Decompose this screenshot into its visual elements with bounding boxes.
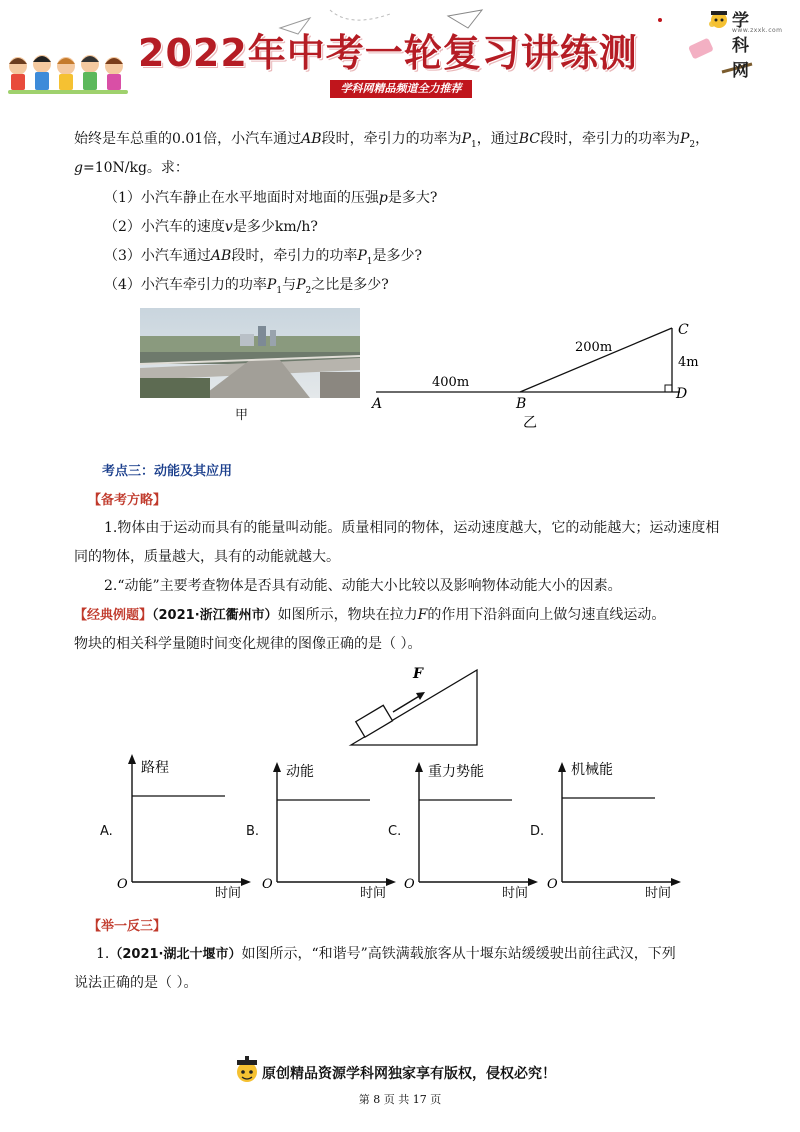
footer-copyright: 原创精品资源学科网独家享有版权，侵权必究！ (262, 1066, 556, 1082)
slope-diagram (370, 318, 710, 433)
question-var-sub: 2 (305, 285, 312, 296)
graph-d-xlabel: 时间 (645, 886, 672, 900)
children-illustration (4, 52, 136, 100)
intro-text: 段时，牵引力的功率为 (321, 131, 462, 147)
question-text: 段时，牵引力的功率 (231, 248, 358, 264)
point-d-label: D (676, 386, 688, 402)
force-arrow-head (416, 692, 425, 700)
example-text: 如图所示，物块在拉力 (277, 607, 418, 623)
example-line-1 (74, 605, 665, 626)
practice-q1-line1 (96, 944, 676, 965)
graph-d-origin: O (547, 877, 558, 892)
question-var: P (357, 248, 367, 264)
graph-b (260, 752, 400, 900)
var-ab: AB (301, 131, 322, 147)
question-var-sub: 1 (366, 256, 373, 267)
practice-q1-source: （2021·湖北十堰市） (109, 947, 242, 962)
option-b-label[interactable]: B. (246, 824, 260, 839)
graph-b-ylabel: 动能 (286, 764, 314, 780)
question-2 (104, 217, 318, 237)
graph-c-origin: O (404, 877, 415, 892)
incline-diagram (345, 660, 485, 750)
graph-b-xlabel: 时间 (360, 886, 387, 900)
block (356, 705, 393, 737)
practice-q1-text: 如图所示，“和谐号”高铁满载旅客从十堰东站缓缓驶出前往武汉，下列 (241, 946, 676, 962)
diagram-label: 乙 (523, 415, 537, 431)
graph-c-ylabel: 重力势能 (428, 764, 484, 780)
question-text: （2）小汽车的速度 (104, 219, 225, 235)
force-arrow (393, 695, 421, 712)
option-d-label[interactable]: D. (530, 824, 545, 839)
practice-tag: 【举一反三】 (88, 919, 167, 934)
intro-text: =10N/kg。求： (82, 160, 189, 176)
question-3 (104, 246, 422, 272)
question-var: AB (210, 248, 232, 264)
var-f: F (417, 607, 428, 623)
option-a-label[interactable]: A. (100, 824, 113, 839)
question-text: 与 (282, 277, 297, 293)
question-var: P (296, 277, 306, 293)
question-text: 是多少? (372, 248, 422, 264)
intro-line-1 (74, 129, 709, 155)
ab-length-label: 400m (432, 375, 470, 390)
question-text: 之比是多少? (311, 277, 389, 293)
photo-label: 甲 (235, 408, 249, 423)
intro-text: ， (695, 131, 710, 147)
highway-photo (140, 308, 360, 398)
question-text: 是多大? (387, 190, 438, 206)
graph-c-xlabel: 时间 (502, 886, 529, 900)
graph-a-ylabel: 路程 (141, 760, 169, 776)
var-g: g (74, 160, 83, 176)
banner-title: 2022年中考一轮复习讲练测 (138, 31, 638, 75)
point-c-label: C (678, 322, 689, 338)
graph-d (545, 752, 685, 900)
strategy-p1-line2: 同的物体，质量越大，具有的动能就越大。 (74, 549, 340, 565)
intro-text: ，通过 (476, 131, 519, 147)
graph-d-ylabel: 机械能 (571, 762, 613, 778)
logo-text: 学科网 (732, 11, 749, 81)
var-p2-sub: 2 (689, 139, 696, 150)
force-label: F (413, 666, 423, 682)
question-text: （1）小汽车静止在水平地面时对地面的压强 (104, 190, 379, 206)
strategy-p2: 2.“动能”主要考查物体是否具有动能、动能大小比较以及影响物体动能大小的因素。 (104, 578, 622, 594)
question-var-sub: 1 (276, 285, 283, 296)
question-text: （3）小汽车通过 (104, 248, 211, 264)
page-number: 第 8 页 共 17 页 (358, 1093, 442, 1106)
page-header (0, 0, 800, 108)
question-text: 是多少km/h? (232, 219, 318, 235)
graph-a (115, 752, 255, 900)
logo-mascot-icon (708, 8, 730, 30)
var-bc: BC (518, 131, 540, 147)
example-tag: 【经典例题】 (74, 608, 153, 623)
practice-q1-number: 1. (96, 946, 110, 962)
option-c-label[interactable]: C. (388, 824, 402, 839)
section-title: 考点三：动能及其应用 (102, 464, 233, 479)
strategy-title: 【备考方略】 (88, 493, 167, 508)
point-b-label: B (516, 396, 527, 412)
graph-b-origin: O (262, 877, 273, 892)
graph-a-xlabel: 时间 (215, 886, 242, 900)
banner-subtitle: 学科网精品频道全力推荐 (330, 80, 472, 98)
question-var: p (378, 190, 388, 206)
question-1 (104, 188, 437, 208)
question-4 (104, 275, 389, 301)
slope-line (520, 328, 672, 392)
practice-q1-line2: 说法正确的是（ ）。 (74, 975, 198, 991)
footer-mascot-icon (234, 1056, 260, 1086)
cd-height-label: 4m (678, 355, 699, 370)
intro-text: 始终是车总重的0.01倍，小汽车通过 (74, 131, 302, 147)
graph-c (402, 752, 545, 900)
var-p1-sub: 1 (471, 139, 477, 150)
question-var: v (224, 219, 233, 235)
right-angle-mark (665, 385, 672, 392)
example-source: （2021·浙江衢州市） (152, 608, 278, 623)
logo-domain: www.zxxk.com (732, 27, 783, 34)
intro-line-2 (74, 158, 189, 178)
bc-length-label: 200m (575, 340, 613, 355)
graph-a-origin: O (117, 877, 128, 892)
intro-text: 段时，牵引力的功率为 (540, 131, 680, 147)
example-line-2: 物块的相关科学量随时间变化规律的图像正确的是（ ）。 (74, 636, 422, 652)
point-a-label: A (372, 396, 383, 412)
question-text: （4）小汽车牵引力的功率 (104, 277, 267, 293)
var-p1: P (461, 131, 471, 147)
strategy-p1-line1: 1.物体由于运动而具有的能量叫动能。质量相同的物体，运动速度越大，它的动能越大；运动速度相 (104, 520, 720, 536)
example-text: 的作用下沿斜面向上做匀速直线运动。 (427, 607, 666, 623)
var-p2: P (680, 131, 690, 147)
question-var: P (266, 277, 277, 293)
